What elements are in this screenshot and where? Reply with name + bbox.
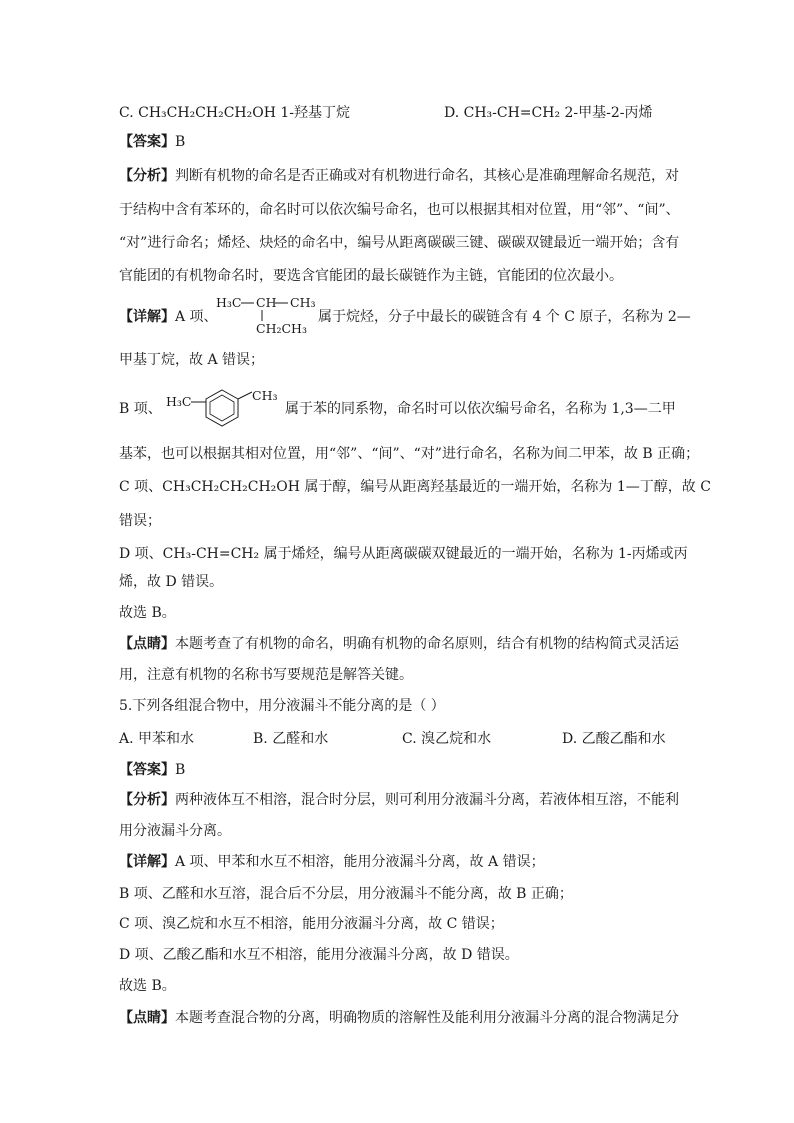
detail-tag: 【详解】 — [119, 309, 175, 325]
q4-review-line-2: 用，注意有机物的名称书写要规范是解答关键。 — [119, 667, 413, 683]
analysis-tag: 【分析】 — [119, 792, 175, 808]
q4-detail-d-line-2: 烯，故 D 错误。 — [119, 574, 224, 590]
q5-detail-line-4: D 项、乙酸乙酯和水互不相溶，能用分液漏斗分离，故 D 错误。 — [119, 947, 519, 963]
q4-review-line-1 — [119, 634, 679, 654]
q4-detail-b-line-2: 基苯，也可以根据其相对位置，用“邻”、“间”、“对”进行命名，名称为间二甲苯，故 B 正确； — [119, 446, 700, 462]
q4-detail-d-line-1: D 项、CH₃-CH=CH₂ 属于烯烃，编号从距离碳碳双键最近的一端开始，名称为 1-丙烯或丙 — [119, 546, 688, 562]
q5-option-d: D. 乙酸乙酯和水 — [562, 731, 666, 747]
review-tag: 【点睛】 — [119, 1010, 175, 1026]
q5-answer — [119, 760, 679, 780]
answer-tag: 【答案】 — [119, 762, 175, 778]
q4-answer — [119, 132, 679, 152]
q5-analysis-line-1 — [119, 790, 679, 810]
q5-option-c: C. 溴乙烷和水 — [402, 731, 492, 747]
q5-analysis-line-2: 用分液漏斗分离。 — [119, 823, 231, 839]
methylbutane-structure — [214, 290, 318, 338]
q4-detail-c-line-2: 错误； — [119, 513, 161, 529]
review-text: 本题考查了有机物的命名，明确有机物的命名原则，结合有机物的结构简式灵活运 — [175, 636, 679, 652]
struct-ch2ch3: CH₂CH₃ — [256, 321, 307, 336]
q4-analysis-line-4: 官能团的有机物命名时，要选含官能团的最长碳链作为主链，官能团的位次最小。 — [119, 268, 623, 284]
q5-detail-line-1 — [119, 852, 679, 872]
q4-conclusion: 故选 B。 — [119, 605, 176, 621]
q4-analysis-line-3: “对”进行命名；烯烃、炔烃的命名中，编号从距离碳碳三键、碳碳双键最近一端开始；含有 — [119, 235, 680, 251]
q4-analysis-line-2: 于结构中含有苯环的，命名时可以依次编号命名，也可以根据其相对位置，用“邻”、“间”、 — [119, 202, 680, 218]
answer-value: B — [175, 134, 186, 150]
q5-stem: 5.下列各组混合物中，用分液漏斗不能分离的是（ ） — [119, 698, 445, 714]
review-tag: 【点睛】 — [119, 636, 175, 652]
q5-detail-line-2: B 项、乙醛和水互溶，混合后不分层，用分液漏斗不能分离，故 B 正确； — [119, 886, 573, 902]
struct-h3c: H₃C — [216, 295, 242, 310]
analysis-text: 两种液体互不相溶，混合时分层，则可利用分液漏斗分离，若液体相互溶，不能利 — [175, 792, 679, 808]
analysis-text: 判断有机物的命名是否正确或对有机物进行命名，其核心是准确理解命名规范，对 — [175, 168, 679, 184]
q4-option-c: C. CH₃CH₂CH₂CH₂OH 1-羟基丁烷 — [119, 105, 351, 121]
q4-analysis-line-1 — [119, 166, 679, 186]
detail-text: A 项、甲苯和水互不相溶，能用分液漏斗分离，故 A 错误； — [175, 854, 545, 870]
q4-detail-b-prefix: B 项、 — [119, 401, 162, 417]
struct-ch: CH — [256, 295, 277, 310]
q5-review-line-1 — [119, 1008, 679, 1028]
detail-tag: 【详解】 — [119, 854, 175, 870]
benzene-h3c: H₃C — [166, 394, 192, 409]
q4-detail-c-line-1: C 项、CH₃CH₂CH₂CH₂OH 属于醇，编号从距离羟基最近的一端开始，名称为 1—丁醇，故 C — [119, 479, 711, 495]
q4-detail-b-text: 属于苯的同系物，命名时可以依次编号命名，名称为 1,3—二甲 — [285, 401, 676, 417]
answer-value: B — [175, 762, 186, 778]
answer-tag: 【答案】 — [119, 134, 175, 150]
q5-detail-line-3: C 项、溴乙烷和水互不相溶，能用分液漏斗分离，故 C 错误； — [119, 916, 504, 932]
analysis-tag: 【分析】 — [119, 168, 175, 184]
review-text: 本题考查混合物的分离，明确物质的溶解性及能利用分液漏斗分离的混合物满足分 — [175, 1010, 679, 1026]
q5-option-a: A. 甲苯和水 — [119, 731, 195, 747]
m-xylene-structure — [164, 386, 284, 430]
q4-detail-a-text: 属于烷烃，分子中最长的碳链含有 4 个 C 原子，名称为 2— — [318, 309, 691, 325]
q4-option-d: D. CH₃-CH=CH₂ 2-甲基-2-丙烯 — [444, 105, 653, 121]
q5-conclusion: 故选 B。 — [119, 978, 176, 994]
benzene-ch3: CH₃ — [252, 388, 278, 403]
struct-ch3: CH₃ — [290, 295, 316, 310]
q5-option-b: B. 乙醛和水 — [253, 731, 329, 747]
detail-a-label: A 项、 — [175, 309, 218, 325]
q4-detail-a-line-2: 甲基丁烷，故 A 错误； — [119, 352, 265, 368]
q4-detail-a-prefix — [119, 306, 218, 326]
